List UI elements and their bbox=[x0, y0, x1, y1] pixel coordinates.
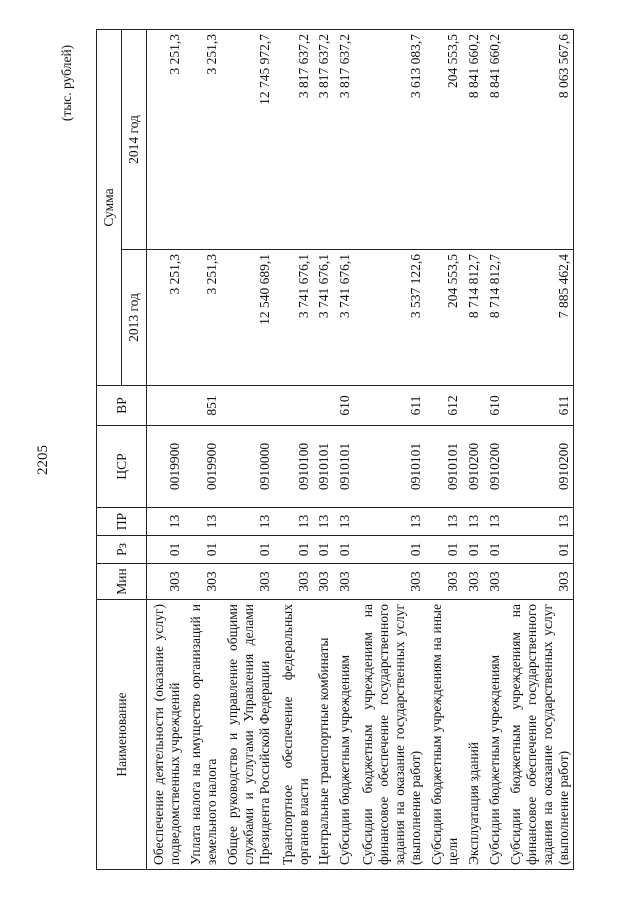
row-rz: 01 bbox=[221, 536, 274, 564]
row-sum-2013: 12 540 689,1 bbox=[221, 250, 274, 386]
row-rz: 01 bbox=[333, 536, 354, 564]
row-csr: 0910200 bbox=[504, 426, 574, 508]
row-min: 303 bbox=[313, 564, 333, 600]
row-pr: 13 bbox=[504, 508, 574, 536]
table-header bbox=[97, 29, 147, 869]
row-vr: 612 bbox=[425, 386, 462, 426]
table-row bbox=[504, 29, 574, 869]
table-row bbox=[274, 29, 313, 869]
row-sum-2013: 3 251,3 bbox=[184, 250, 221, 386]
row-name: Субсидии бюджетным учреждениям на финансовое обеспечение государственного задания на оказание государственных услуг (выполнение работ) bbox=[354, 600, 425, 870]
row-name: Обеспечение деятельности (оказание услуг) подведомственных учреждений bbox=[147, 600, 185, 870]
row-vr: 611 bbox=[504, 386, 574, 426]
row-min: 303 bbox=[333, 564, 354, 600]
row-rz: 01 bbox=[354, 536, 425, 564]
row-sum-2014: 8 841 660,2 bbox=[483, 29, 504, 249]
table-row bbox=[313, 29, 333, 869]
row-vr: 851 bbox=[184, 386, 221, 426]
row-rz: 01 bbox=[184, 536, 221, 564]
row-rz: 01 bbox=[504, 536, 574, 564]
row-rz: 01 bbox=[462, 536, 483, 564]
row-csr: 0910000 bbox=[221, 426, 274, 508]
header-pr: ПР bbox=[97, 508, 147, 536]
row-sum-2014: 12 745 972,7 bbox=[221, 29, 274, 249]
unit-note: (тыс. рублей) bbox=[59, 44, 74, 122]
row-min: 303 bbox=[462, 564, 483, 600]
row-csr: 0910100 bbox=[274, 426, 313, 508]
header-csr: ЦСР bbox=[97, 426, 147, 508]
budget-table bbox=[96, 29, 574, 870]
table-row bbox=[333, 29, 354, 869]
row-sum-2014: 3 251,3 bbox=[147, 29, 185, 249]
page-number: 2205 bbox=[35, 445, 51, 475]
row-min: 303 bbox=[221, 564, 274, 600]
header-year-2013: 2013 год bbox=[122, 250, 147, 386]
row-sum-2014: 3 251,3 bbox=[184, 29, 221, 249]
row-name: Общее руководство и управление общими службами и услугами Управления делами Президента Российской Федерации bbox=[221, 600, 274, 870]
row-sum-2013: 8 714 812,7 bbox=[462, 250, 483, 386]
header-sum: Сумма bbox=[97, 29, 122, 385]
row-sum-2013: 3 741 676,1 bbox=[274, 250, 313, 386]
row-sum-2013: 8 714 812,7 bbox=[483, 250, 504, 386]
row-csr: 0910101 bbox=[333, 426, 354, 508]
row-sum-2013: 3 537 122,6 bbox=[354, 250, 425, 386]
table-body bbox=[147, 29, 574, 869]
row-min: 303 bbox=[483, 564, 504, 600]
row-sum-2014: 8 841 660,2 bbox=[462, 29, 483, 249]
header-year-2014: 2014 год bbox=[122, 29, 147, 249]
row-min: 303 bbox=[147, 564, 185, 600]
row-sum-2013: 3 251,3 bbox=[147, 250, 185, 386]
table-row bbox=[462, 29, 483, 869]
row-rz: 01 bbox=[274, 536, 313, 564]
row-rz: 01 bbox=[147, 536, 185, 564]
table-row bbox=[147, 29, 185, 869]
row-pr: 13 bbox=[147, 508, 185, 536]
row-pr: 13 bbox=[333, 508, 354, 536]
table-row bbox=[354, 29, 425, 869]
row-sum-2013: 3 741 676,1 bbox=[313, 250, 333, 386]
row-vr: 610 bbox=[333, 386, 354, 426]
row-pr: 13 bbox=[274, 508, 313, 536]
row-name: Субсидии бюджетным учреждениям на финансовое обеспечение государственного задания на оказание государственных услуг (выполнение работ) bbox=[504, 600, 574, 870]
header-rz: Рз bbox=[97, 536, 147, 564]
row-csr: 0019900 bbox=[184, 426, 221, 508]
row-sum-2014: 204 553,5 bbox=[425, 29, 462, 249]
row-rz: 01 bbox=[425, 536, 462, 564]
row-sum-2014: 3 817 637,2 bbox=[333, 29, 354, 249]
row-name: Эксплуатация зданий bbox=[462, 600, 483, 870]
row-vr bbox=[462, 386, 483, 426]
row-pr: 13 bbox=[184, 508, 221, 536]
row-vr bbox=[147, 386, 185, 426]
row-csr: 0910101 bbox=[354, 426, 425, 508]
row-pr: 13 bbox=[354, 508, 425, 536]
row-csr: 0910101 bbox=[313, 426, 333, 508]
row-csr: 0910200 bbox=[483, 426, 504, 508]
row-pr: 13 bbox=[483, 508, 504, 536]
row-min: 303 bbox=[504, 564, 574, 600]
header-name: Наименование bbox=[97, 600, 147, 870]
row-name: Субсидии бюджетным учреждениям bbox=[483, 600, 504, 870]
table-row bbox=[221, 29, 274, 869]
table-row bbox=[184, 29, 221, 869]
row-sum-2014: 3 817 637,2 bbox=[313, 29, 333, 249]
row-min: 303 bbox=[274, 564, 313, 600]
row-vr bbox=[221, 386, 274, 426]
header-vr: ВР bbox=[97, 386, 147, 426]
row-sum-2013: 204 553,5 bbox=[425, 250, 462, 386]
row-name: Субсидии бюджетным учреждениям на иные цели bbox=[425, 600, 462, 870]
row-vr bbox=[274, 386, 313, 426]
row-vr: 611 bbox=[354, 386, 425, 426]
row-min: 303 bbox=[184, 564, 221, 600]
row-vr: 610 bbox=[483, 386, 504, 426]
row-name: Транспортное обеспечение федеральных органов власти bbox=[274, 600, 313, 870]
row-pr: 13 bbox=[462, 508, 483, 536]
row-csr: 0910200 bbox=[462, 426, 483, 508]
row-sum-2013: 3 741 676,1 bbox=[333, 250, 354, 386]
row-sum-2014: 8 063 567,6 bbox=[504, 29, 574, 249]
row-rz: 01 bbox=[313, 536, 333, 564]
row-name: Центральные транспортные комбинаты bbox=[313, 600, 333, 870]
header-min: Мин bbox=[97, 564, 147, 600]
table-row bbox=[483, 29, 504, 869]
row-sum-2013: 7 885 462,4 bbox=[504, 250, 574, 386]
row-csr: 0910101 bbox=[425, 426, 462, 508]
row-min: 303 bbox=[354, 564, 425, 600]
rotated-table-wrapper bbox=[96, 30, 571, 870]
row-pr: 13 bbox=[425, 508, 462, 536]
row-rz: 01 bbox=[483, 536, 504, 564]
row-min: 303 bbox=[425, 564, 462, 600]
row-name: Субсидии бюджетным учреждениям bbox=[333, 600, 354, 870]
table-row bbox=[425, 29, 462, 869]
row-name: Уплата налога на имущество организаций и земельного налога bbox=[184, 600, 221, 870]
row-vr bbox=[313, 386, 333, 426]
row-pr: 13 bbox=[313, 508, 333, 536]
row-pr: 13 bbox=[221, 508, 274, 536]
row-csr: 0019900 bbox=[147, 426, 185, 508]
row-sum-2014: 3 817 637,2 bbox=[274, 29, 313, 249]
row-sum-2014: 3 613 083,7 bbox=[354, 29, 425, 249]
